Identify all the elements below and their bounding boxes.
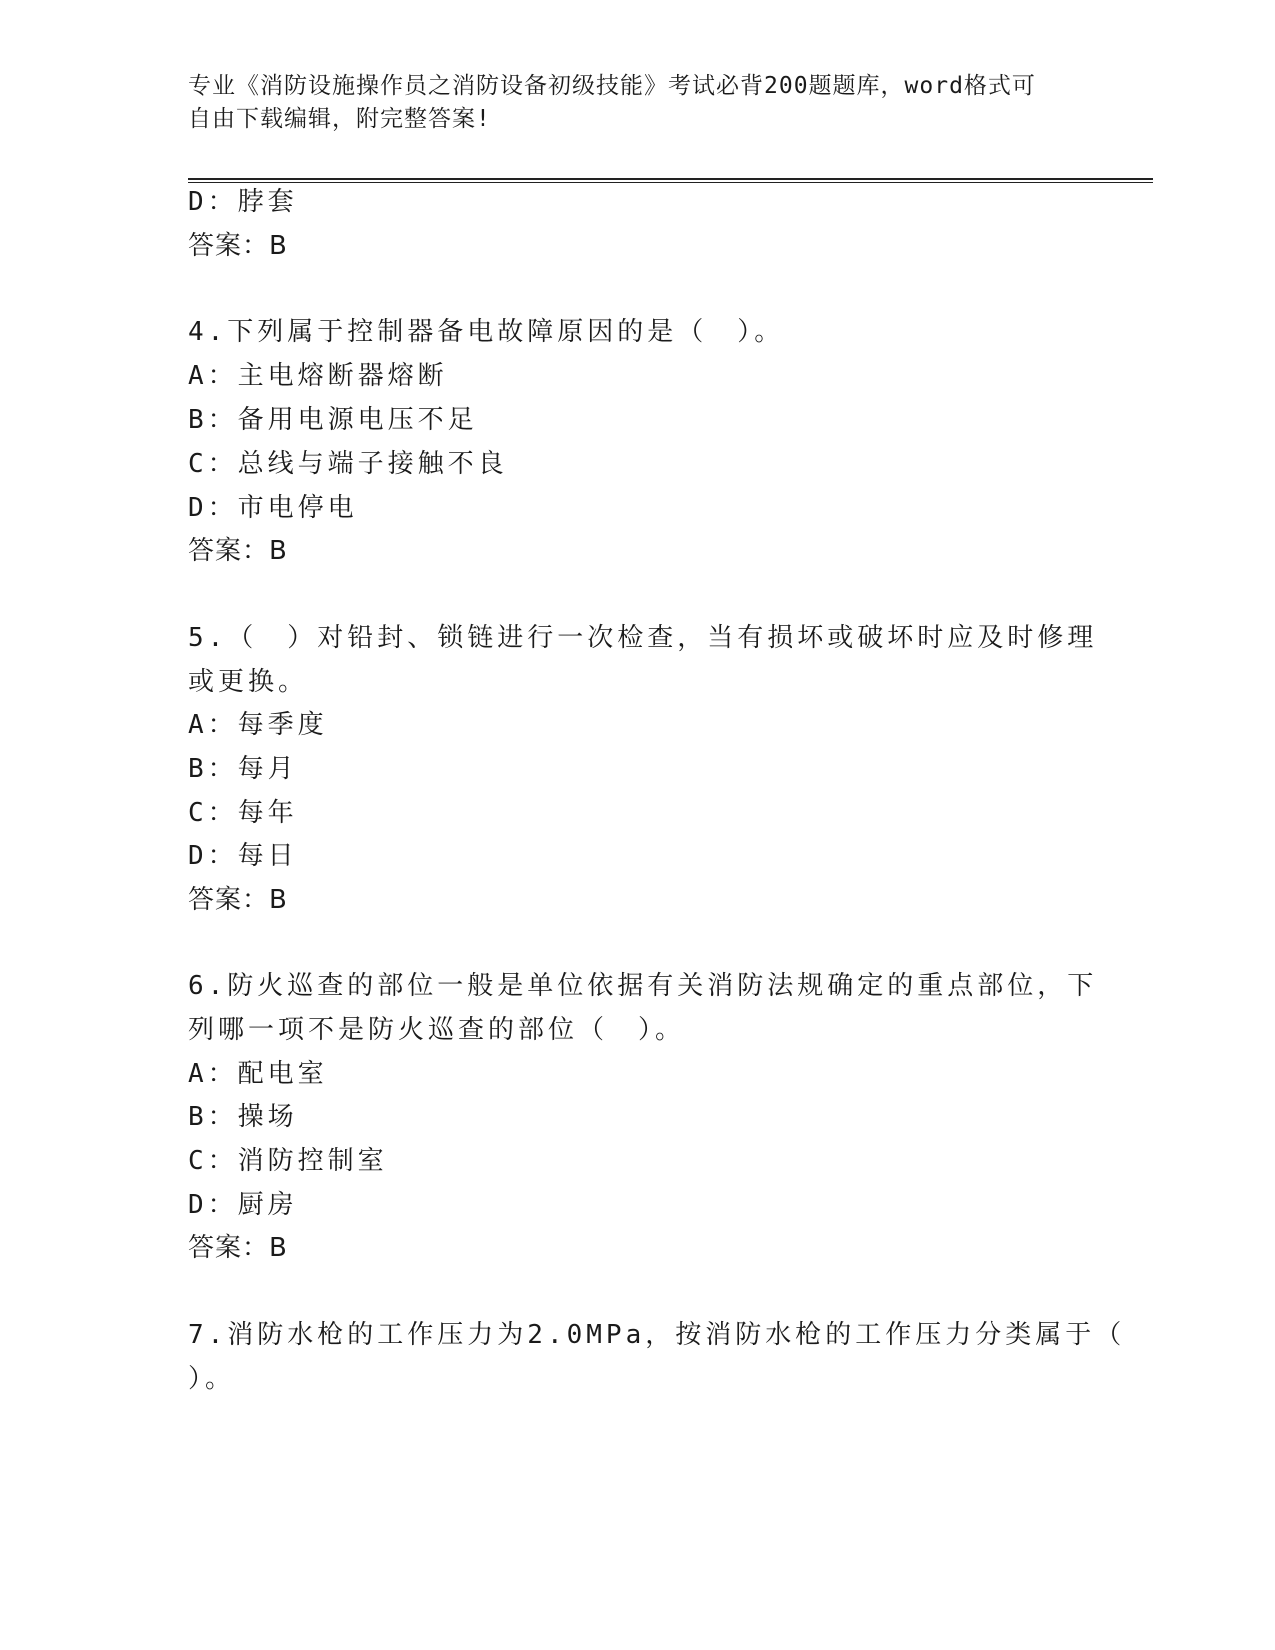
header-title-line1: 专业《消防设施操作员之消防设备初级技能》考试必背200题题库，word格式可 [188,73,1036,99]
q4-option-c: C：总线与端子接触不良 [188,449,508,479]
q4-option-a: A：主电熔断器熔断 [188,361,448,391]
document-header [188,70,1068,136]
header-divider [188,178,1153,183]
q3-option-d: D：脖套 [188,187,298,217]
document-page [188,0,1153,1650]
q5-option-b: B：每月 [188,754,298,784]
q7-stem-line1: 7.消防水枪的工作压力为2.0MPa，按消防水枪的工作压力分类属于（ [188,1320,1126,1350]
q4-option-b: B：备用电源电压不足 [188,405,478,435]
q5-option-d: D：每日 [188,841,298,871]
q5-stem-line1: 5.（ ）对铅封、锁链进行一次检查，当有损坏或破坏时应及时修理 [188,623,1098,653]
header-title-line2: 自由下载编辑，附完整答案! [188,106,491,132]
q6-answer: 答案：B [188,1233,288,1263]
q6-option-d: D：厨房 [188,1190,298,1220]
q5-option-a: A：每季度 [188,710,328,740]
q3-answer: 答案：B [188,231,288,261]
q5-option-c: C：每年 [188,798,298,828]
q6-stem-line1: 6.防火巡查的部位一般是单位依据有关消防法规确定的重点部位，下 [188,971,1098,1001]
q4-answer: 答案：B [188,536,288,566]
q4-option-d: D：市电停电 [188,493,358,523]
q7-stem-line2: ）。 [188,1364,236,1394]
q6-option-c: C：消防控制室 [188,1146,388,1176]
q6-option-b: B：操场 [188,1102,298,1132]
q5-answer: 答案：B [188,885,288,915]
q6-stem-line2: 列哪一项不是防火巡查的部位（ ）。 [188,1015,686,1045]
q5-stem-line2: 或更换。 [188,667,309,697]
q4-stem: 4.下列属于控制器备电故障原因的是（ ）。 [188,317,785,347]
q6-option-a: A：配电室 [188,1059,328,1089]
